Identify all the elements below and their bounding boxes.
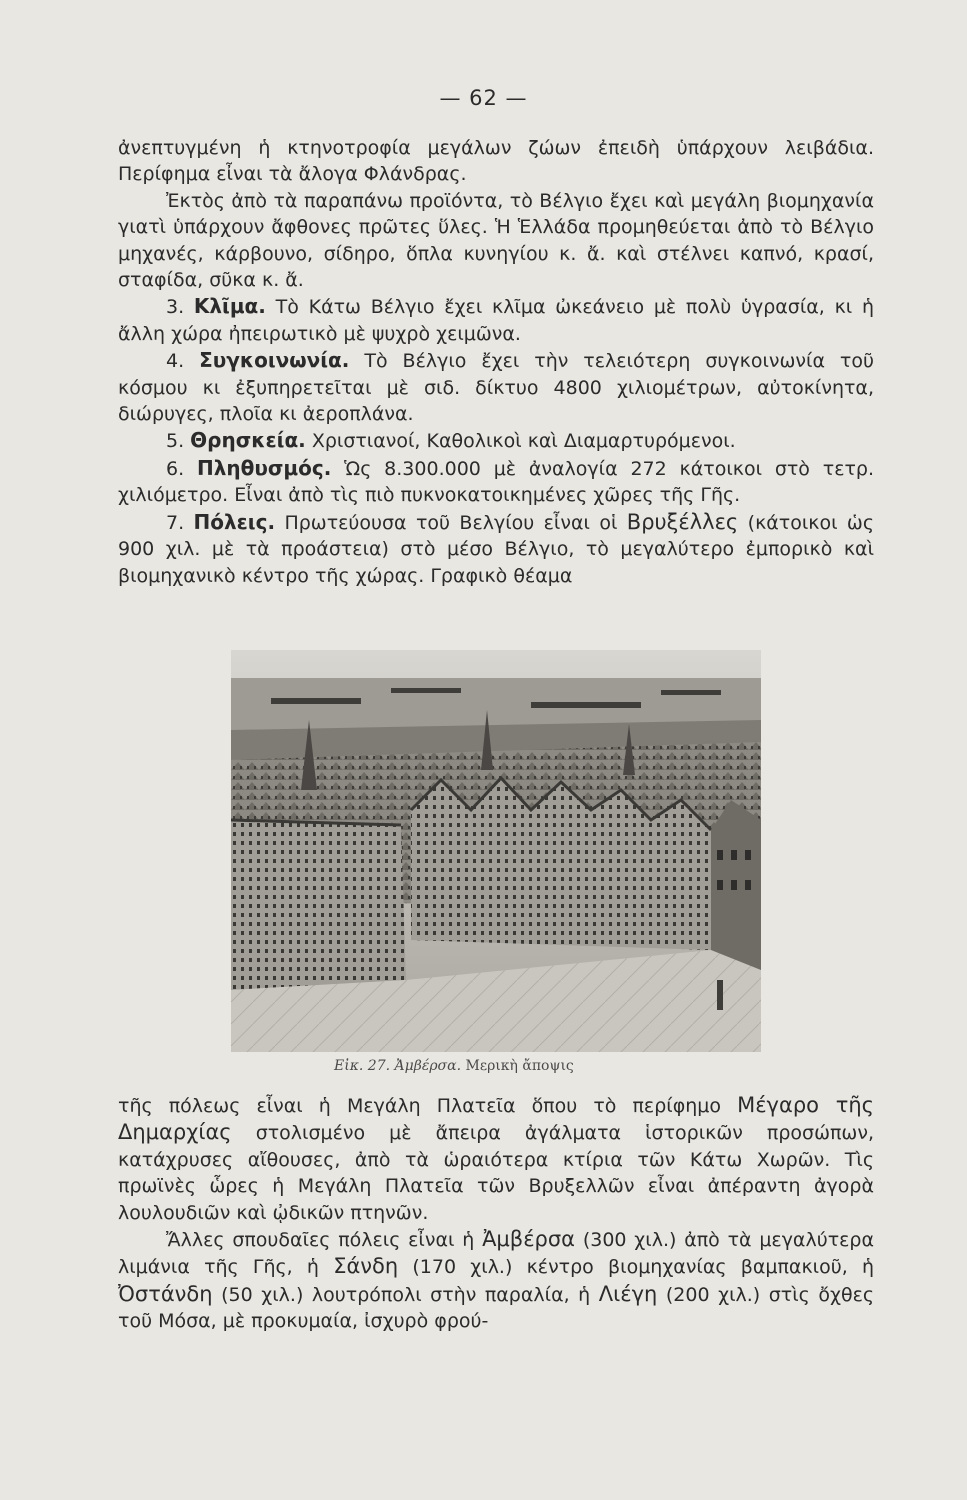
antwerp-aerial-illustration <box>231 650 761 1052</box>
text-run: Τὸ Κάτω Βέλγιο ἔχει κλῖμα ὠκεάνειο μὲ πολὺ ὑγρασία, κι ἡ ἄλλη χώρα ἠπειρωτικὸ μὲ ψυχρὸ χειμῶνα. <box>118 296 874 345</box>
text-run: (κάτοικοι ὡς 900 χιλ. μὲ τὰ προάστεια) στὸ μέσο Βέλγιο, τὸ μεγαλύτερο ἐμπορικὸ καὶ βιομηχανικὸ κέντρο τῆς χώρας. Γραφικὸ θέαμα <box>118 511 874 587</box>
text-run: 3. <box>166 296 194 319</box>
section-heading: Πληθυσμός. <box>196 455 332 480</box>
paragraph <box>118 135 874 188</box>
caption-title: Ἀμβέρσα. <box>394 1058 462 1074</box>
paragraph <box>118 347 874 427</box>
paragraph <box>118 509 874 589</box>
text-run: 6. <box>166 457 197 480</box>
paragraph <box>118 293 874 347</box>
caption-label: Εἰκ. 27. <box>334 1058 391 1074</box>
paragraph <box>118 1092 874 1226</box>
text-run: (170 χιλ.) κέντρο βιομηχανίας βαμπακιοῦ, ἡ <box>398 1256 874 1279</box>
text-run: Πρωτεύουσα τοῦ Βελγίου εἶναι οἱ <box>275 511 627 534</box>
top-text <box>118 135 874 589</box>
text-run: Χριστιανοί, Καθολικοὶ καὶ Διαμαρτυρόμενοι. <box>305 430 736 453</box>
paragraph <box>118 455 874 509</box>
antwerp-photo <box>231 650 761 1052</box>
text-run: Ἐκτὸς ἀπὸ τὰ παραπάνω προϊόντα, τὸ Βέλγιο ἔχει καὶ μεγάλη βιομηχανία γιατὶ ὑπάρχουν ἄφθονες πρῶτες ὕλες. Ἡ Ἑλλάδα προμηθεύεται ἀπὸ τὸ Βέλγιο μηχανές, κάρβουνο, σίδηρο, ὅπλα κυνηγίου κ. ἄ. καὶ στέλνει καπνό, κρασί, σταφίδα, σῦκα κ. ἄ. <box>118 189 874 292</box>
emphasized-term: Λιέγη <box>598 1281 658 1306</box>
text-run: 4. <box>166 350 200 373</box>
emphasized-term: Σάνδη <box>333 1254 399 1279</box>
text-run: 5. <box>166 430 191 453</box>
text-run: (200 χιλ.) στὶς ὄχθες τοῦ Μόσα, μὲ προκυμαία, ἰσχυρὸ φρού- <box>118 1283 874 1333</box>
text-run: Τὸ Βέλγιο ἔχει τὴν τελειότερη συγκοινωνία τοῦ κόσμου κι ἐξυπηρετεῖται μὲ σιδ. δίκτυο 4800 χιλιομέτρων, αὐτοκίνητα, διώρυγες, πλοῖα κι ἀεροπλάνα. <box>118 350 874 426</box>
text-run: Ἄλλες σπουδαῖες πόλεις εἶναι ἡ <box>166 1229 483 1252</box>
page-number: — 62 — <box>439 86 528 110</box>
paragraph <box>118 1226 874 1335</box>
text-run: 7. <box>166 511 194 534</box>
text-run: Ὡς 8.300.000 μὲ ἀναλογία 272 κάτοικοι στὸ τετρ. χιλιόμετρο. Εἶναι ἀπὸ τὶς πιὸ πυκνοκατοικημένες χῶρες τῆς Γῆς. <box>118 457 875 507</box>
section-heading: Πόλεις. <box>193 509 276 534</box>
text-run: (300 χιλ.) ἀπὸ τὰ μεγαλύτερα λιμάνια τῆς Γῆς, ἡ <box>118 1229 874 1279</box>
emphasized-term: Μέγαρο τῆς Δημαρχίας <box>118 1093 875 1145</box>
paragraph <box>118 427 874 454</box>
emphasized-term: Ὀστάνδη <box>118 1281 213 1306</box>
section-heading: Συγκοινωνία. <box>199 348 350 373</box>
text-run: ἀνεπτυγμένη ἡ κτηνοτροφία μεγάλων ζώων ἐπειδὴ ὑπάρχουν λειβάδια. Περίφημα εἶναι τὰ ἄλογα Φλάνδρας. <box>118 137 874 186</box>
text-run: (50 χιλ.) λουτρόπολι στὴν παραλία, ἡ <box>212 1283 599 1306</box>
emphasized-term: Βρυξέλλες <box>626 509 739 534</box>
paragraph <box>118 188 874 294</box>
figure-caption <box>334 1058 734 1074</box>
caption-desc: Μερικὴ ἄποψις <box>465 1058 574 1074</box>
text-run: τῆς πόλεως εἶναι ἡ Μεγάλη Πλατεῖα ὅπου τὸ περίφημο <box>118 1095 738 1117</box>
bottom-text <box>118 1092 874 1335</box>
section-heading: Κλῖμα. <box>193 294 266 319</box>
section-heading: Θρησκεία. <box>190 428 306 453</box>
text-run: στολισμένο μὲ ἄπειρα ἀγάλματα ἱστορικῶν προσώπων, κατάχρυσες αἴθουσες, ἀπὸ τὰ ὡραιότερα κτίρια τῶν Κάτω Χωρῶν. Τὶς πρωϊνὲς ὧρες ἡ Μεγάλη Πλατεῖα τῶν Βρυξελλῶν εἶναι ἀπέραντη ἀγορὰ λουλουδιῶν καὶ ᾠδικῶν πτηνῶν. <box>118 1122 874 1224</box>
emphasized-term: Ἀμβέρσα <box>482 1227 576 1252</box>
